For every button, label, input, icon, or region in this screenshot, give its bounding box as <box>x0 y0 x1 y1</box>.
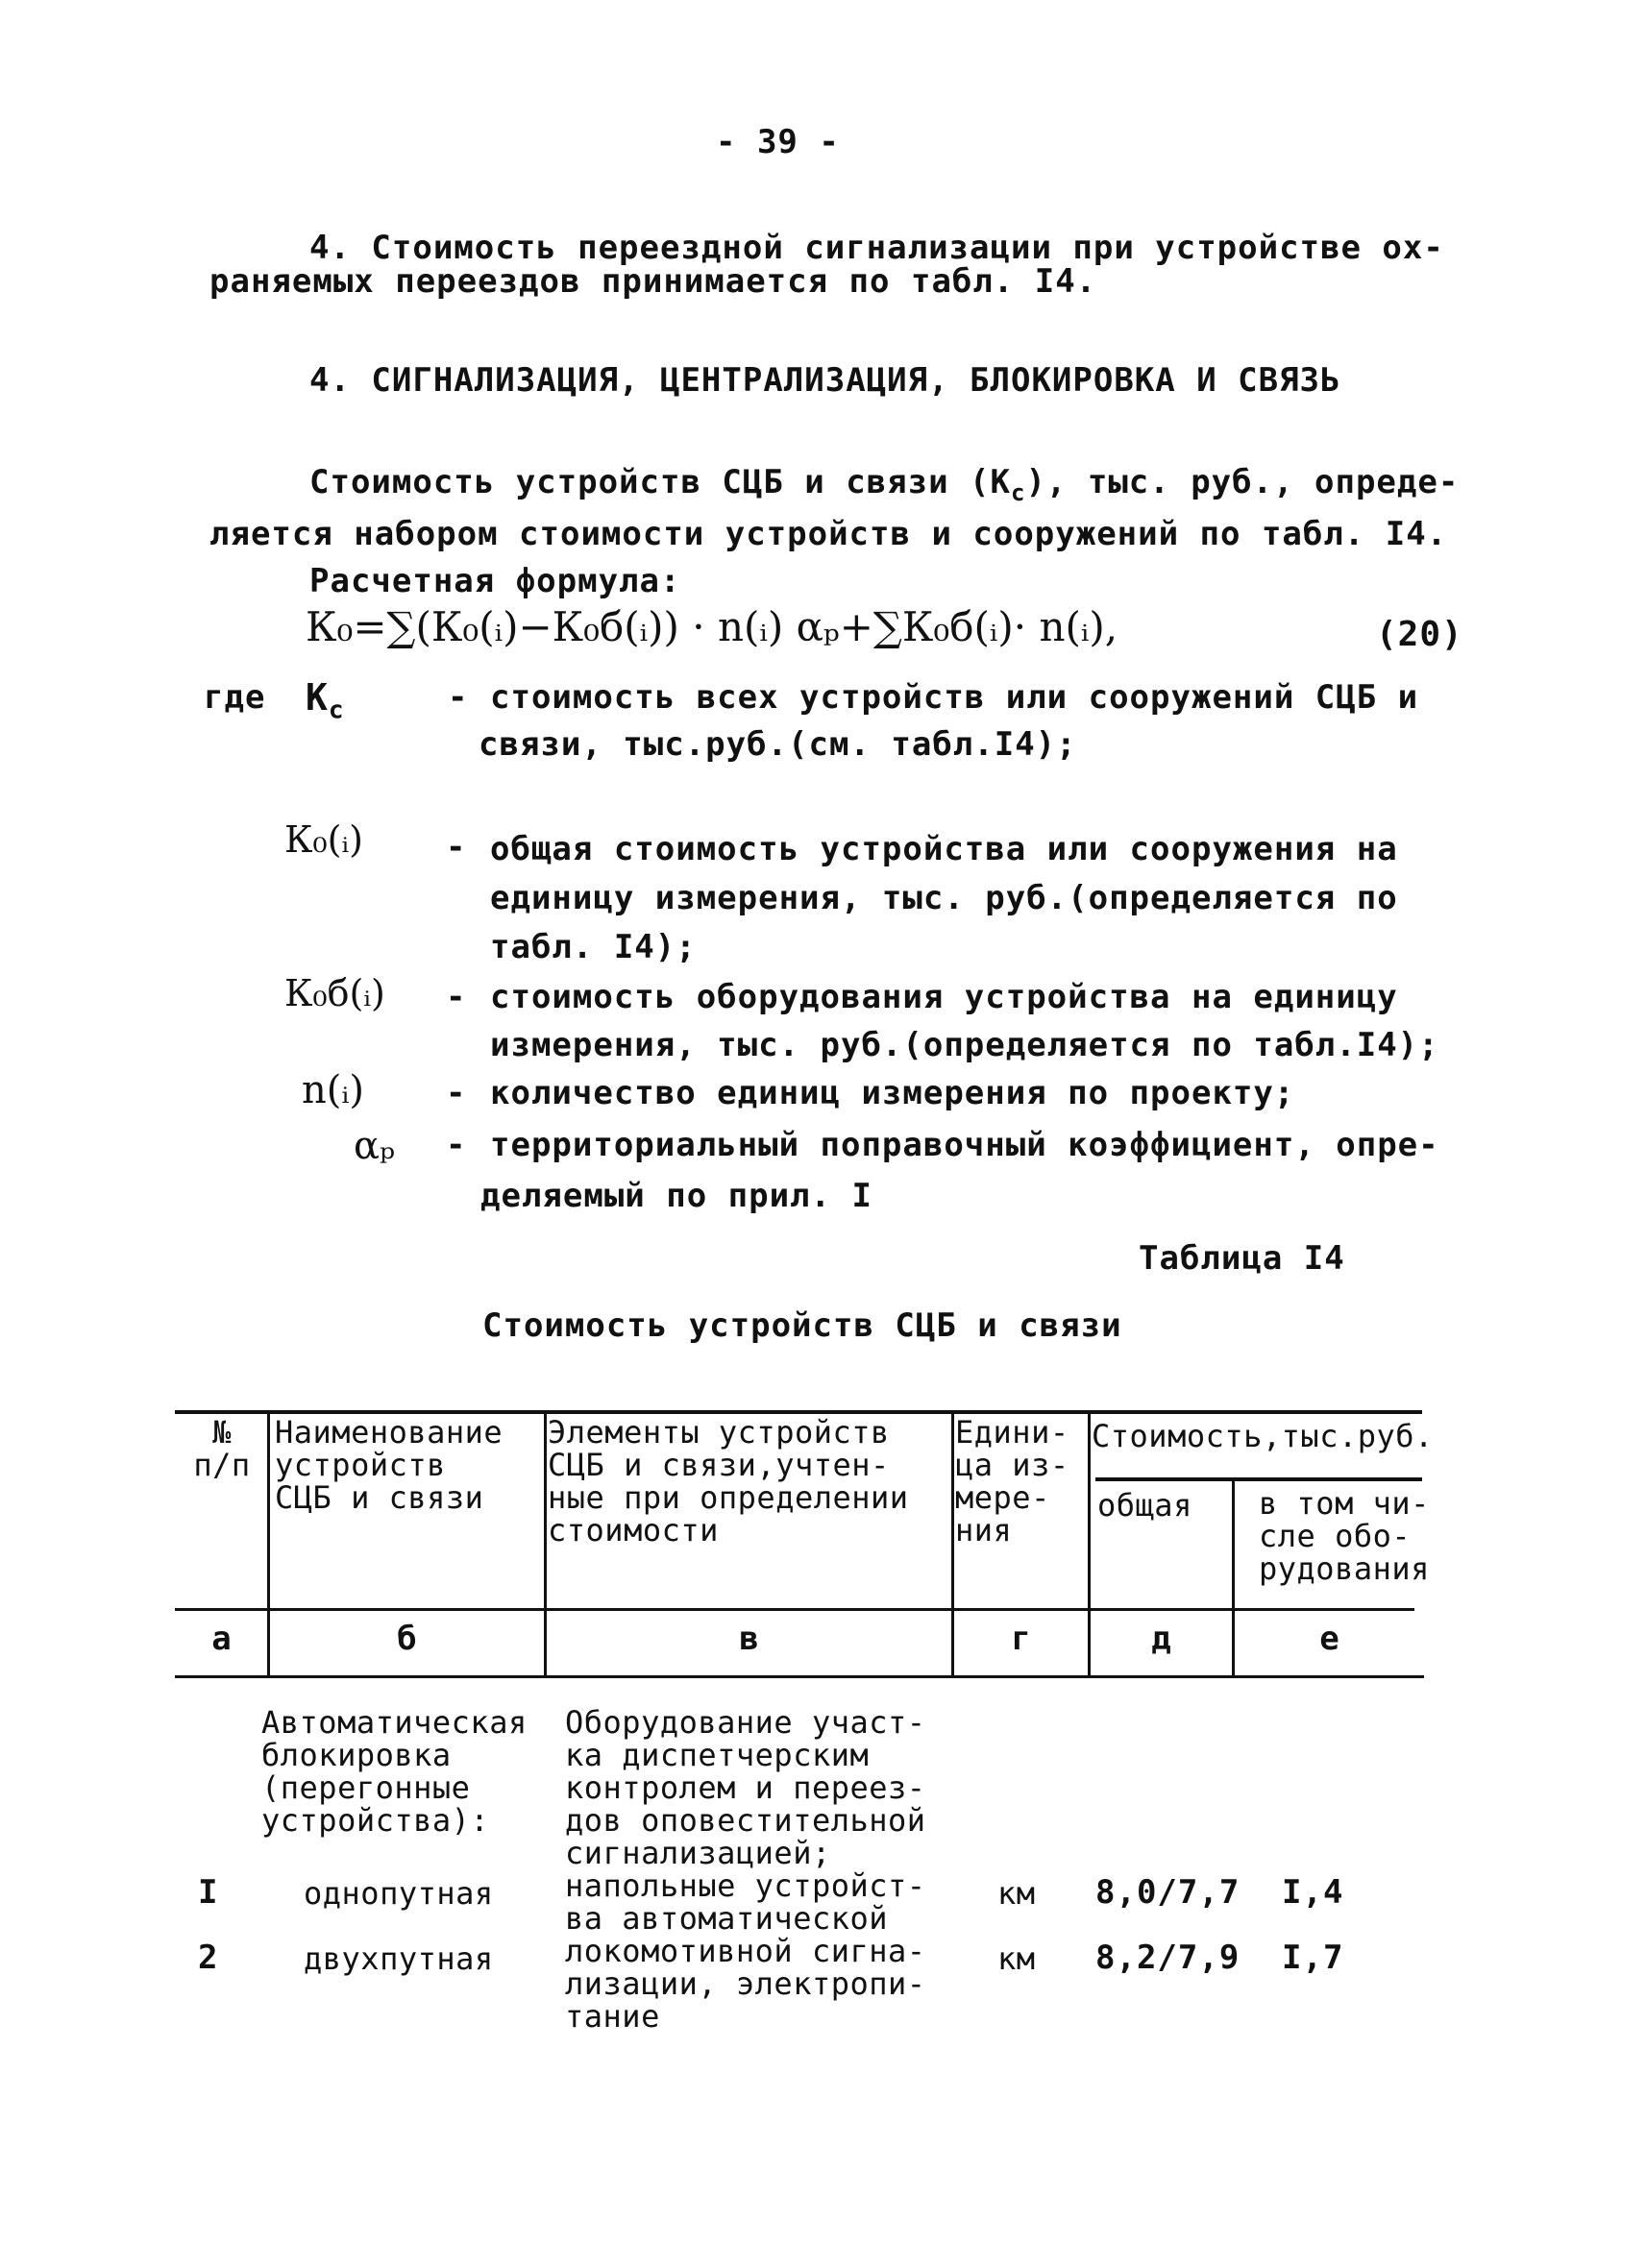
intro-line-1-pre: Стоимость устройств СЦБ и связи (К <box>309 463 1011 501</box>
def-dash: - <box>446 1074 467 1112</box>
letter-v: в <box>739 1620 760 1658</box>
group-elements: Оборудование участ- ка диспетчерским контролем и переез- дов оповестительной сигнализацией; напольные устройст- ва автоматической локомотивной сигна- лизации, электропи- тание <box>565 1704 926 2035</box>
where-dash: - <box>448 678 469 717</box>
row-2-unit: км <box>997 1940 1036 1977</box>
where-symbol <box>306 676 345 725</box>
formula-number: (20) <box>1376 615 1463 654</box>
def-symbol-k0: К₀(ᵢ) <box>284 818 363 861</box>
table-title: Стоимость устройств СЦБ и связи <box>482 1306 1122 1345</box>
header-cost-total: общая <box>1097 1487 1192 1524</box>
where-label: где <box>204 678 266 717</box>
table-col-divider <box>544 1412 547 1677</box>
note-line-1: 4. Стоимость переездной сигнализации при устройстве ох- <box>309 229 1444 267</box>
def-k0-line-2: единицу измерения, тыс. руб.(определяется по <box>490 879 1398 917</box>
header-elements: Элементы устройств СЦБ и связи,учтен- ные при определении стоимости <box>548 1414 909 1549</box>
intro-line-2: ляется набором стоимости устройств и сооружений по табл. I4. <box>209 515 1448 553</box>
formula-label: Расчетная формула: <box>309 562 681 600</box>
def-dash: - <box>446 1126 467 1164</box>
letter-e: е <box>1319 1620 1340 1658</box>
intro-line-1 <box>309 463 1459 506</box>
letter-g: г <box>1011 1620 1032 1658</box>
letter-a: а <box>211 1620 233 1658</box>
table-col-divider <box>951 1412 954 1677</box>
header-cost-equipment: в том чи- сле обо- рудования <box>1259 1485 1430 1587</box>
table-col-divider <box>1232 1479 1235 1677</box>
intro-line-1-post: ), тыс. руб., опреде- <box>1025 463 1460 501</box>
where-line-1: стоимость всех устройств или сооружений СЦБ и <box>490 678 1419 717</box>
formula: К₀=∑(К₀(ᵢ)−К₀б(ᵢ)) · n(ᵢ) αₚ+∑К₀б(ᵢ)· n(ᵢ), <box>306 603 1118 650</box>
row-1-total: 8,0/7,7 <box>1095 1873 1241 1912</box>
def-alpha-line-1: территориальный поправочный коэффициент, опре- <box>490 1126 1439 1164</box>
where-symbol-main: К <box>306 676 329 719</box>
table-cost-sub-rule <box>1095 1477 1422 1481</box>
row-2-equipment: I,7 <box>1282 1939 1344 1977</box>
header-num: № п/п <box>193 1414 251 1483</box>
def-k0-line-3: табл. I4); <box>490 928 697 966</box>
row-1-name: однопутная <box>304 1875 494 1912</box>
row-1-num: I <box>198 1873 219 1912</box>
row-1-unit: км <box>997 1875 1036 1912</box>
letter-b: б <box>397 1620 418 1658</box>
def-dash: - <box>446 978 467 1016</box>
header-cost: Стоимость,тыс.руб. <box>1092 1418 1434 1454</box>
def-symbol-n: n(ᵢ) <box>302 1068 365 1112</box>
def-symbol-k0b: К₀б(ᵢ) <box>284 972 385 1014</box>
def-symbol-alpha: αₚ <box>354 1124 396 1168</box>
def-k0-line-1: общая стоимость устройства или сооружения на <box>490 830 1398 868</box>
def-k0b-line-1: стоимость оборудования устройства на единицу <box>490 978 1398 1016</box>
header-unit: Едини- ца из- мере- ния <box>955 1414 1069 1549</box>
where-symbol-sub: с <box>328 695 345 725</box>
def-alpha-line-2: деляемый по прил. I <box>480 1177 872 1215</box>
def-k0b-line-2: измерения, тыс. руб.(определяется по табл.I4); <box>490 1026 1439 1064</box>
section-heading: 4. СИГНАЛИЗАЦИЯ, ЦЕНТРАЛИЗАЦИЯ, БЛОКИРОВКА И СВЯЗЬ <box>309 361 1341 400</box>
def-n-line-1: количество единиц измерения по проекту; <box>490 1074 1295 1112</box>
table-label: Таблица I4 <box>1139 1239 1345 1278</box>
table-letter-rule <box>175 1675 1424 1678</box>
row-1-equipment: I,4 <box>1282 1873 1344 1912</box>
table-col-divider <box>1088 1412 1091 1677</box>
letter-d: д <box>1151 1620 1172 1658</box>
table-header-rule <box>175 1608 1414 1611</box>
intro-subscript: с <box>1010 478 1026 506</box>
group-name: Автоматическая блокировка (перегонные устройства): <box>261 1704 528 1839</box>
note-line-2: раняемых переездов принимается по табл. I4. <box>209 262 1097 301</box>
header-name: Наименование устройств СЦБ и связи <box>275 1414 504 1516</box>
where-line-2: связи, тыс.руб.(см. табл.I4); <box>479 725 1077 764</box>
page-number: - 39 - <box>716 123 840 161</box>
table-col-divider <box>267 1412 270 1677</box>
row-2-name: двухпутная <box>304 1940 494 1977</box>
row-2-total: 8,2/7,9 <box>1095 1939 1241 1977</box>
def-dash: - <box>446 828 467 866</box>
row-2-num: 2 <box>198 1939 219 1977</box>
